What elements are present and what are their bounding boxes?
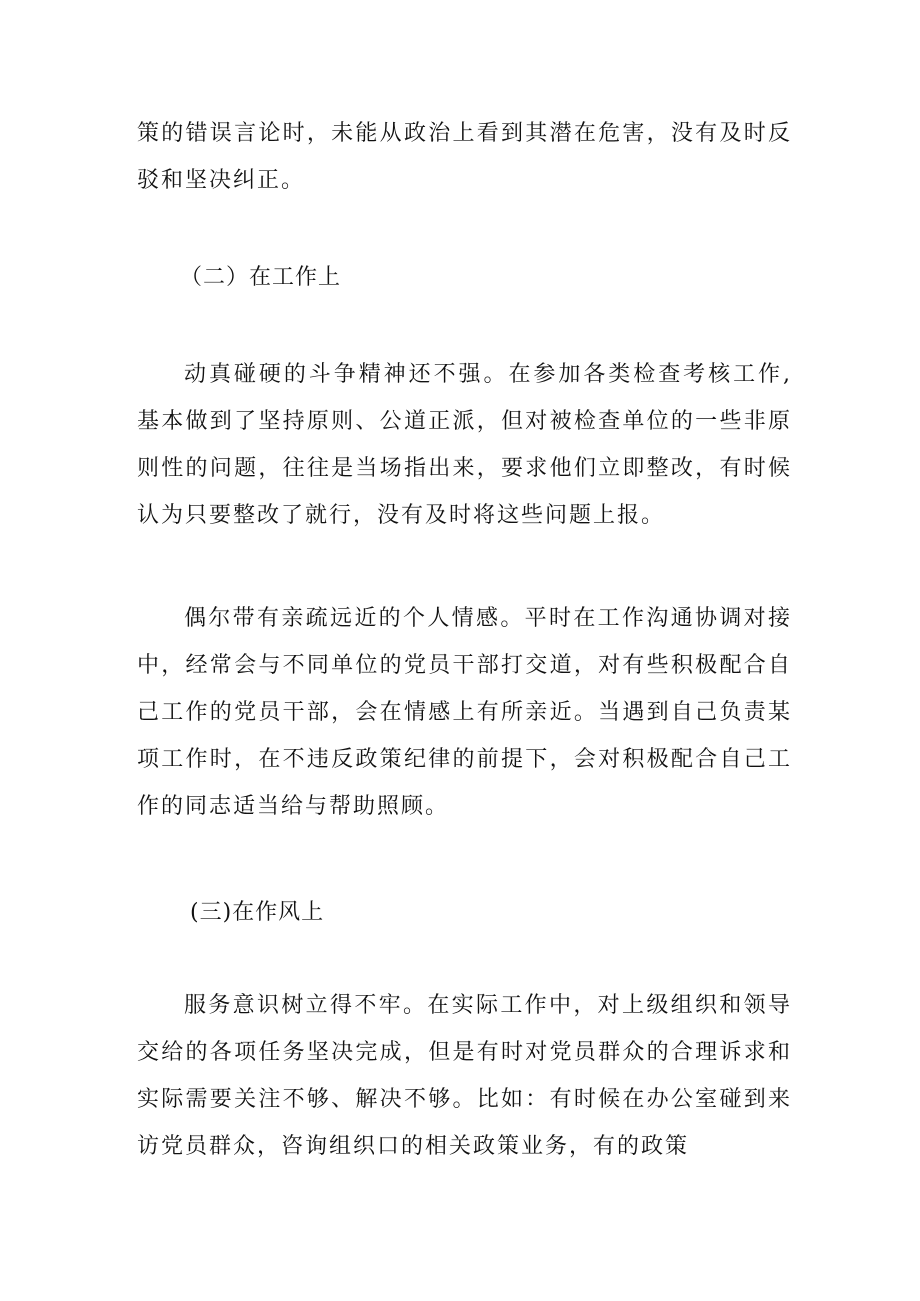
paragraph-continuation: 策的错误言论时，未能从政治上看到其潜在危害，没有及时反驳和坚决纠正。: [137, 121, 792, 193]
paragraph-struggle-spirit: 动真碰硬的斗争精神还不强。在参加各类检查考核工作,基本做到了坚持原则、公道正派，但对被检查单位的一些非原则性的问题，往往是当场指出来，要求他们立即整改，有时候认为只要整改了就行，没有及时将这些问题上报。: [137, 362, 792, 528]
paragraph-personal-feelings: 偶尔带有亲疏远近的个人情感。平时在工作沟通协调对接中，经常会与不同单位的党员干部打交道，对有些积极配合自己工作的党员干部，会在情感上有所亲近。当遇到自己负责某项工作时，在不违反政策纪律的前提下，会对积极配合自己工作的同志适当给与帮助照顾。: [137, 606, 792, 819]
paragraph-service-awareness: 服务意识树立得不牢。在实际工作中，对上级组织和领导交给的各项任务坚决完成，但是有时对党员群众的合理诉求和实际需要关注不够、解决不够。比如：有时候在办公室碰到来访党员群众，咨询组织口的相关政策业务，有的政策: [137, 993, 792, 1159]
section-heading-work: （二）在工作上: [180, 265, 342, 290]
section-heading-style: (三)在作风上: [190, 900, 325, 925]
